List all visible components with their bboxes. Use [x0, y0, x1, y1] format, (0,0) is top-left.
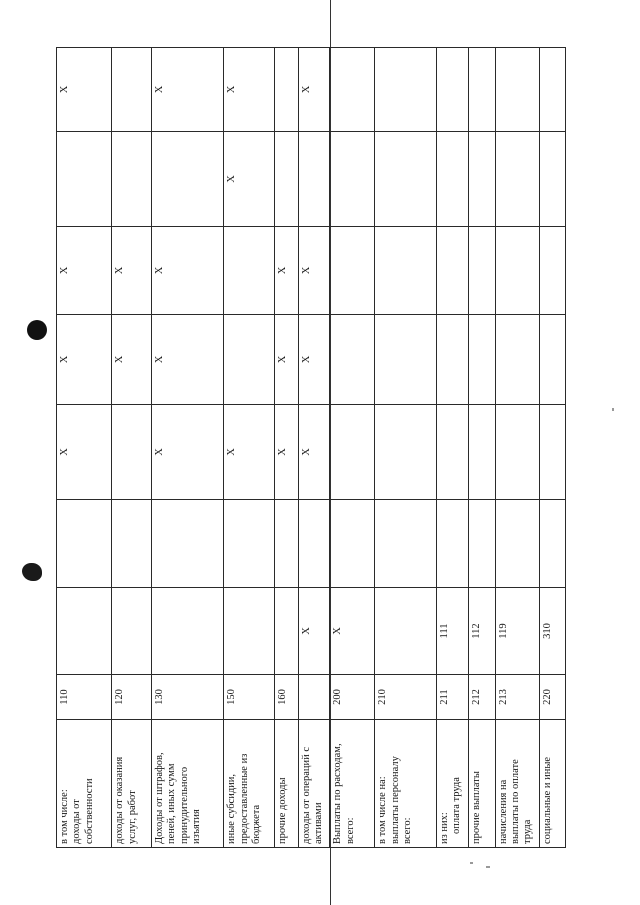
- value-cell-c6: [151, 132, 223, 227]
- row-name-line: доходы от оказания: [114, 756, 126, 844]
- value-cell-c6: [540, 132, 566, 227]
- value-cell-c2: [275, 500, 298, 588]
- row-code-cell: 120: [112, 675, 151, 720]
- value-cell-c1: [151, 588, 223, 675]
- value-cell-c1: 111: [436, 588, 468, 675]
- value-cell-c4: X: [151, 315, 223, 405]
- rotated-page: [56, 48, 566, 848]
- value-cell-c6: [298, 132, 330, 227]
- value-cell-c6: X: [224, 132, 275, 227]
- value-cell-c7: [495, 48, 540, 132]
- value-cell-c3: X: [57, 405, 112, 500]
- value-cell-c7: [330, 48, 375, 132]
- row-code-cell: 160: [275, 675, 298, 720]
- value-cell-c1: [275, 588, 298, 675]
- row-name-cell: [112, 720, 151, 848]
- scan-speck: [486, 866, 490, 868]
- value-cell-c4: [330, 315, 375, 405]
- value-cell-c4: [375, 315, 437, 405]
- table-row: [224, 48, 275, 848]
- value-cell-c5: [468, 227, 495, 315]
- value-cell-c6: [330, 132, 375, 227]
- financial-plan-table: [56, 47, 566, 848]
- value-cell-c5: [495, 227, 540, 315]
- value-cell-c7: [275, 48, 298, 132]
- table-row: [151, 48, 223, 848]
- value-cell-c4: X: [275, 315, 298, 405]
- value-cell-c5: X: [151, 227, 223, 315]
- value-cell-c4: X: [57, 315, 112, 405]
- value-cell-c6: [375, 132, 437, 227]
- value-cell-c5: [540, 227, 566, 315]
- value-cell-c3: [436, 405, 468, 500]
- row-name-line: Доходы от штрафов,: [153, 752, 165, 844]
- row-name-line: в том числе:: [59, 789, 70, 844]
- row-name-cell: [495, 720, 540, 848]
- row-name-cell: [330, 720, 375, 848]
- value-cell-c1: 112: [468, 588, 495, 675]
- value-cell-c7: X: [151, 48, 223, 132]
- row-name-line: выплаты по оплате: [509, 759, 521, 844]
- row-name-line: собственности: [83, 778, 95, 844]
- value-cell-c5: X: [112, 227, 151, 315]
- value-cell-c7: [436, 48, 468, 132]
- value-cell-c1: 119: [495, 588, 540, 675]
- hole-punch-mark: [27, 320, 47, 340]
- value-cell-c3: X: [298, 405, 330, 500]
- value-cell-c1: [224, 588, 275, 675]
- row-code-cell: 213: [495, 675, 540, 720]
- value-cell-c4: X: [298, 315, 330, 405]
- value-cell-c5: X: [298, 227, 330, 315]
- value-cell-c3: [375, 405, 437, 500]
- value-cell-c2: [57, 500, 112, 588]
- row-code-cell: 130: [151, 675, 223, 720]
- table-row: [375, 48, 437, 848]
- table-row: [468, 48, 495, 848]
- row-code-cell: 150: [224, 675, 275, 720]
- value-cell-c5: [375, 227, 437, 315]
- value-cell-c3: X: [275, 405, 298, 500]
- row-name-cell: [436, 720, 468, 848]
- value-cell-c1: [57, 588, 112, 675]
- row-name-line: доходы от: [71, 799, 83, 844]
- table-row: [540, 48, 566, 848]
- value-cell-c4: X: [112, 315, 151, 405]
- value-cell-c7: [540, 48, 566, 132]
- value-cell-c2: [224, 500, 275, 588]
- value-cell-c7: [375, 48, 437, 132]
- value-cell-c2: [112, 500, 151, 588]
- table-row: [57, 48, 112, 848]
- row-name-cell: [298, 720, 330, 848]
- table-row: [330, 48, 375, 848]
- value-cell-c5: X: [275, 227, 298, 315]
- value-cell-c6: [275, 132, 298, 227]
- value-cell-c3: [112, 405, 151, 500]
- table-row: [298, 48, 330, 848]
- row-name-line: доходы от операций с: [300, 746, 312, 844]
- value-cell-c4: [468, 315, 495, 405]
- value-cell-c1: X: [298, 588, 330, 675]
- value-cell-c2: [375, 500, 437, 588]
- row-code-cell: 200: [330, 675, 375, 720]
- row-name-cell: [151, 720, 223, 848]
- value-cell-c5: [330, 227, 375, 315]
- value-cell-c2: [330, 500, 375, 588]
- row-name-cell: [540, 720, 566, 848]
- table-row: [275, 48, 298, 848]
- value-cell-c2: [151, 500, 223, 588]
- row-name-line: в том числе на:: [377, 776, 389, 844]
- value-cell-c2: [298, 500, 330, 588]
- table-row: [436, 48, 468, 848]
- value-cell-c6: [436, 132, 468, 227]
- row-name-cell: [468, 720, 495, 848]
- value-cell-c3: [330, 405, 375, 500]
- row-code-cell: 211: [436, 675, 468, 720]
- row-name-line: принудительного: [178, 766, 190, 844]
- value-cell-c6: [495, 132, 540, 227]
- value-cell-c3: [495, 405, 540, 500]
- row-name-line: социальные и иные: [542, 756, 554, 844]
- row-name-line: прочие доходы: [277, 777, 289, 844]
- scan-speck: [470, 862, 473, 864]
- row-code-cell: 220: [540, 675, 566, 720]
- value-cell-c3: [468, 405, 495, 500]
- row-name-line: оплата труда: [451, 777, 463, 834]
- row-name-line: предоставленные из: [238, 753, 250, 844]
- table-row: [112, 48, 151, 848]
- row-name-line: прочие выплаты: [470, 771, 482, 844]
- row-name-line: бюджета: [250, 804, 262, 844]
- row-name-cell: [375, 720, 437, 848]
- value-cell-c6: [468, 132, 495, 227]
- value-cell-c4: [436, 315, 468, 405]
- value-cell-c4: [540, 315, 566, 405]
- row-name-cell: [57, 720, 112, 848]
- value-cell-c7: [468, 48, 495, 132]
- value-cell-c3: X: [151, 405, 223, 500]
- value-cell-c1: [375, 588, 437, 675]
- value-cell-c5: X: [57, 227, 112, 315]
- value-cell-c2: [436, 500, 468, 588]
- row-name-line: услуг, работ: [126, 790, 138, 844]
- row-name-line: труда: [522, 819, 534, 844]
- row-name-line: Выплаты по расходам,: [332, 743, 344, 844]
- ink-blot: [22, 563, 42, 581]
- value-cell-c7: X: [57, 48, 112, 132]
- value-cell-c1: 310: [540, 588, 566, 675]
- row-name-line: активами: [313, 802, 325, 844]
- row-code-cell: 110: [57, 675, 112, 720]
- value-cell-c1: [112, 588, 151, 675]
- row-code-cell: 210: [375, 675, 437, 720]
- value-cell-c5: [436, 227, 468, 315]
- value-cell-c2: [468, 500, 495, 588]
- row-code-cell: 212: [468, 675, 495, 720]
- value-cell-c4: [495, 315, 540, 405]
- row-name-line: из них:: [438, 812, 450, 844]
- row-name-line: всего:: [401, 817, 413, 844]
- value-cell-c7: X: [224, 48, 275, 132]
- value-cell-c1: X: [330, 588, 375, 675]
- row-name-line: выплаты персоналу: [389, 756, 401, 844]
- value-cell-c7: X: [298, 48, 330, 132]
- value-cell-c2: [495, 500, 540, 588]
- row-name-cell: [224, 720, 275, 848]
- value-cell-c2: [540, 500, 566, 588]
- table-row: [495, 48, 540, 848]
- row-name-line: иные субсидии,: [226, 773, 238, 844]
- value-cell-c6: [112, 132, 151, 227]
- value-cell-c4: [224, 315, 275, 405]
- row-name-line: изъятия: [190, 809, 202, 844]
- row-name-cell: [275, 720, 298, 848]
- value-cell-c5: [224, 227, 275, 315]
- value-cell-c3: X: [224, 405, 275, 500]
- row-name-line: начисления на: [497, 779, 509, 844]
- value-cell-c3: [540, 405, 566, 500]
- row-name-line: пеней, иных сумм: [166, 763, 178, 844]
- value-cell-c6: [57, 132, 112, 227]
- row-code-cell: [298, 675, 330, 720]
- value-cell-c7: [112, 48, 151, 132]
- scan-speck: [612, 408, 614, 411]
- row-name-line: всего:: [344, 817, 356, 844]
